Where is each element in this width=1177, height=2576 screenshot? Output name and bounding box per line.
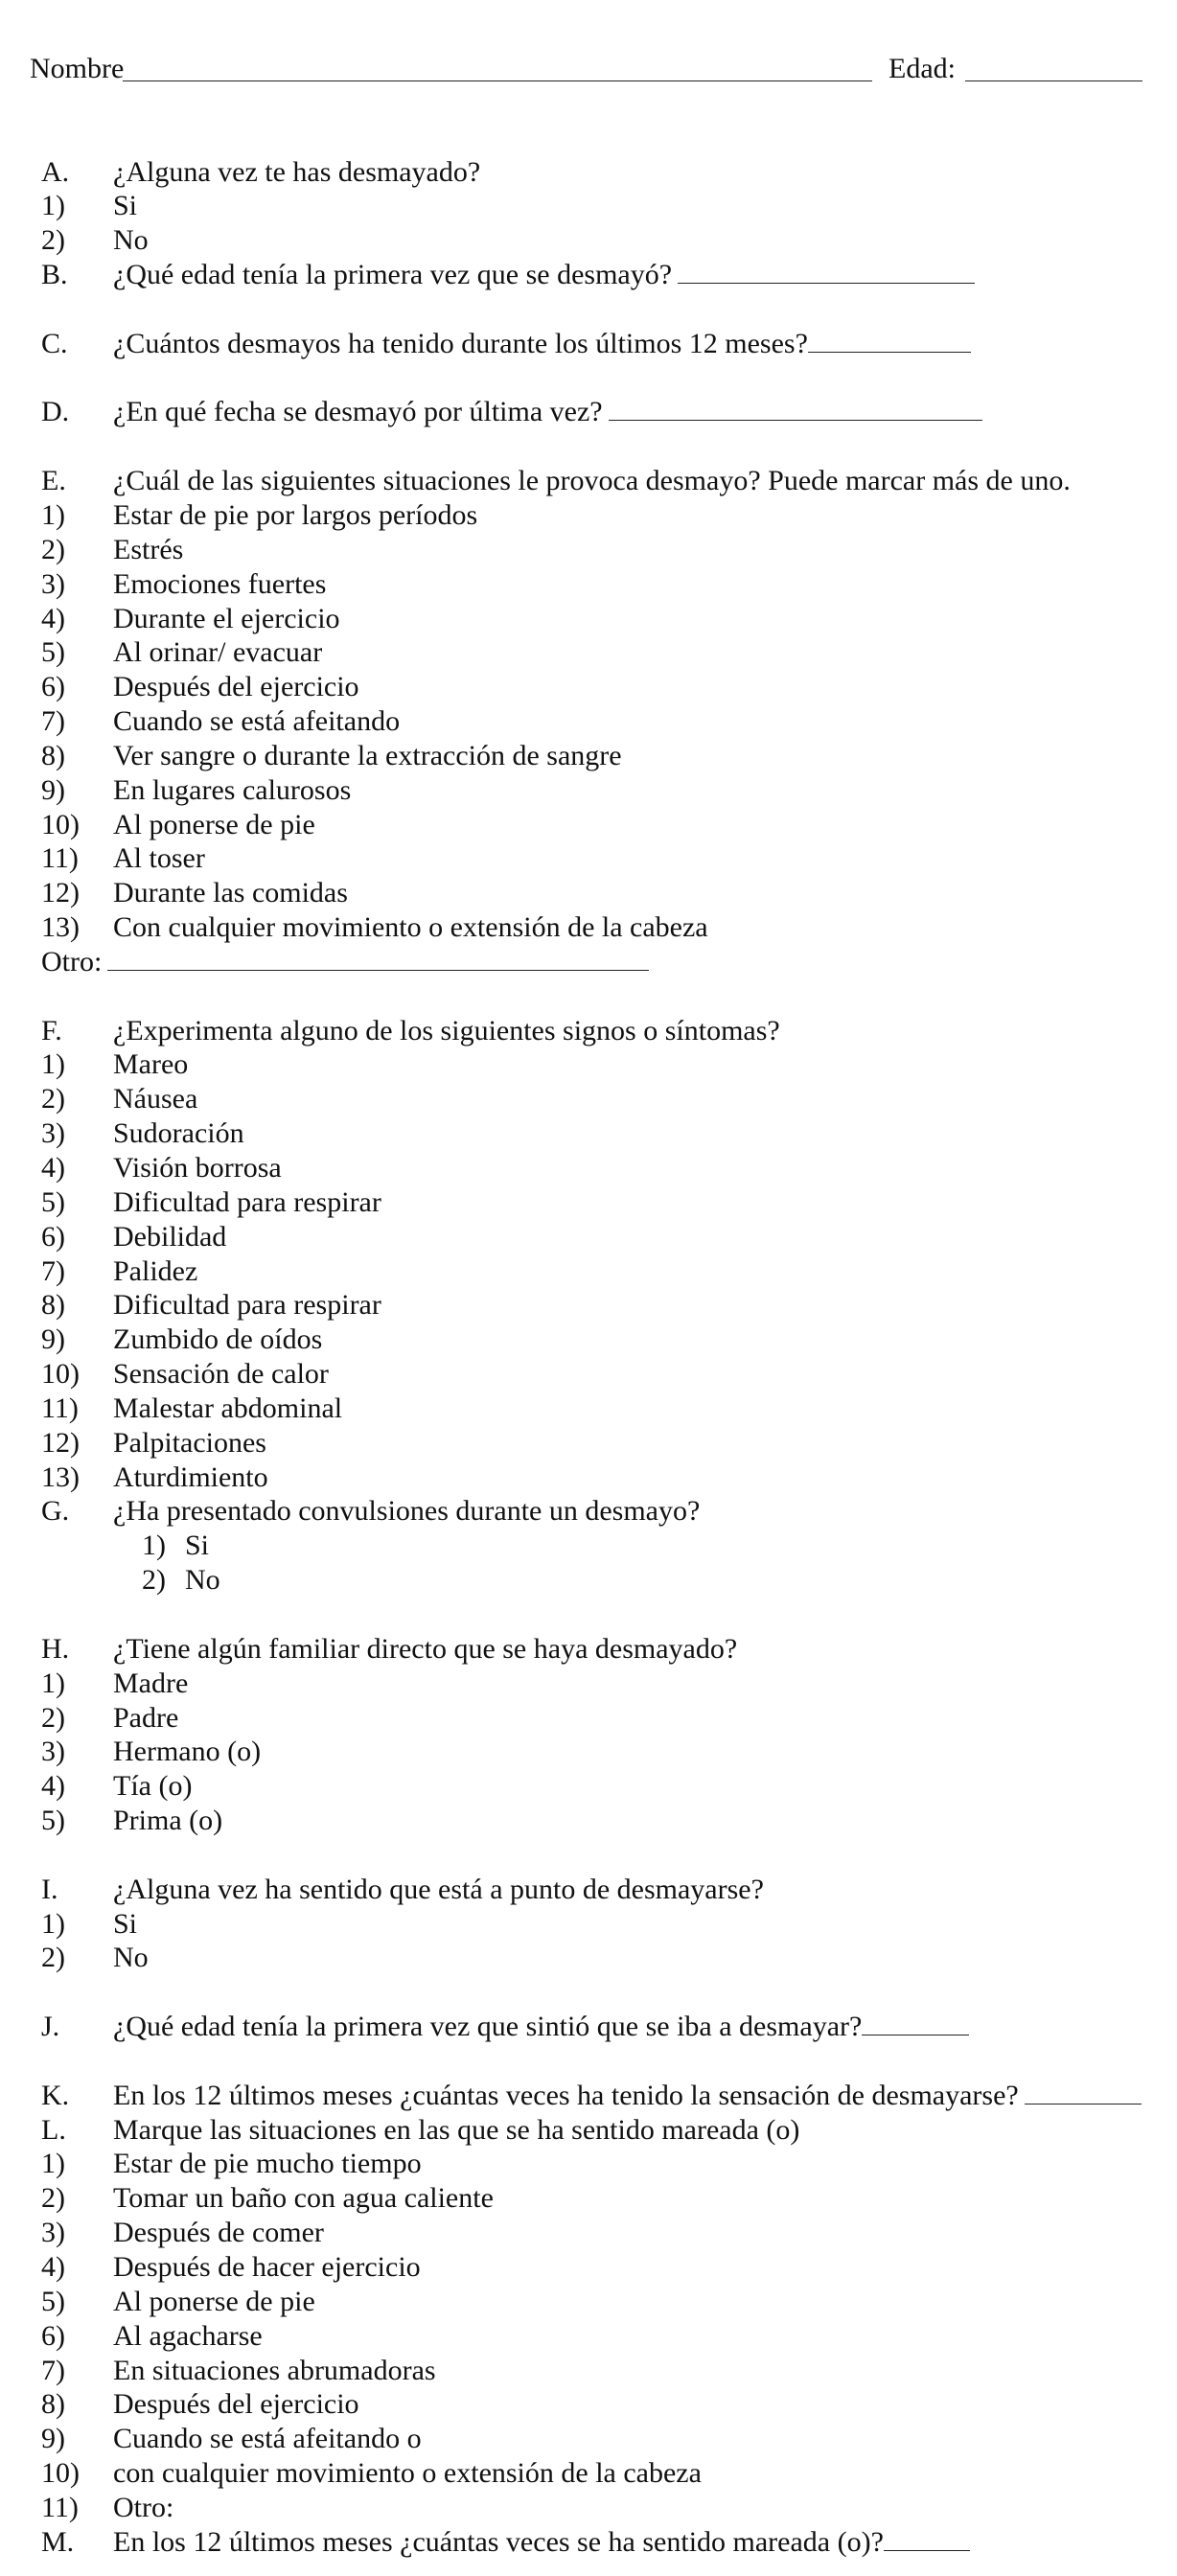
option-item[interactable]: [0, 910, 1177, 945]
option-item[interactable]: [0, 704, 1177, 739]
option-number: 2): [41, 224, 65, 257]
option-item[interactable]: [0, 1426, 1177, 1460]
question-c: [0, 327, 1177, 361]
question-letter: A.: [41, 155, 70, 188]
question-text: [113, 258, 975, 292]
option-item[interactable]: [0, 567, 1177, 602]
option-number: 2): [41, 2182, 65, 2215]
option-label: Después de comer: [113, 2217, 324, 2249]
option-label: Debilidad: [113, 1220, 227, 1253]
question-text: [113, 327, 971, 361]
answer-field[interactable]: [884, 2525, 970, 2551]
option-number: 5): [41, 2285, 65, 2317]
spacer: [0, 429, 1177, 464]
option-number: 9): [41, 2423, 65, 2455]
option-number: 1): [41, 1907, 65, 1940]
option-label: Emociones fuertes: [113, 567, 327, 600]
question-h: [0, 1632, 1177, 1667]
question-label: ¿Qué edad tenía la primera vez que se desmayó?: [113, 259, 673, 291]
option-item[interactable]: [0, 2216, 1177, 2250]
option-item[interactable]: [0, 2250, 1177, 2285]
question-label: En los 12 últimos meses ¿cuántas veces ha tenido la sensación de desmayarse?: [113, 2079, 1019, 2111]
option-label: Palidez: [113, 1254, 198, 1287]
answer-field[interactable]: [609, 395, 982, 421]
spacer: [0, 1838, 1177, 1873]
option-label: Durante las comidas: [113, 877, 348, 909]
option-number: 10): [41, 808, 80, 840]
question-label: ¿Cuántos desmayos ha tenido durante los últimos 12 meses?: [113, 327, 808, 359]
question-text: [113, 1494, 700, 1529]
option-item[interactable]: [0, 2147, 1177, 2181]
option-label: Durante el ejercicio: [113, 602, 340, 634]
option-number: 5): [41, 1185, 65, 1218]
option-item[interactable]: [0, 876, 1177, 910]
option-item[interactable]: [0, 1701, 1177, 1736]
option-label: En lugares calurosos: [113, 773, 352, 806]
option-label: En situaciones abrumadoras: [113, 2354, 436, 2386]
age-field[interactable]: [965, 56, 1142, 81]
answer-field[interactable]: [1025, 2079, 1142, 2104]
option-item[interactable]: [0, 2491, 1177, 2525]
option-label: Cuando se está afeitando: [113, 705, 401, 738]
question-letter: G.: [41, 1495, 70, 1528]
question-j: [0, 2010, 1177, 2044]
other-field[interactable]: [107, 945, 649, 971]
option-number: 9): [41, 1323, 65, 1356]
option-number: 11): [41, 842, 79, 875]
answer-field[interactable]: [678, 258, 975, 284]
option-label: Estrés: [113, 533, 184, 565]
question-letter: J.: [41, 2011, 60, 2043]
option-item[interactable]: [0, 2456, 1177, 2491]
other-option: [0, 945, 1177, 979]
spacer: [0, 86, 1177, 121]
option-item[interactable]: [0, 1220, 1177, 1254]
option-number: 1): [142, 1530, 166, 1562]
option-number: 13): [41, 911, 80, 944]
option-label: Si: [113, 190, 138, 222]
option-item[interactable]: [0, 1667, 1177, 1701]
name-field[interactable]: [123, 56, 872, 81]
spacer: [0, 121, 1177, 155]
name-label: Nombre: [30, 53, 125, 84]
header-row: [0, 52, 1177, 86]
option-item[interactable]: [0, 739, 1177, 773]
option-item[interactable]: [0, 498, 1177, 533]
option-item[interactable]: [0, 2181, 1177, 2216]
option-number: 13): [41, 1460, 80, 1493]
option-number: 10): [41, 1358, 80, 1391]
option-label: Aturdimiento: [113, 1460, 268, 1493]
question-text: [113, 1014, 780, 1048]
question-label: ¿Alguna vez ha sentido que está a punto de desmayarse?: [113, 1873, 764, 1905]
option-number: 5): [41, 636, 65, 669]
question-label: ¿Qué edad tenía la primera vez que sintió que se iba a desmayar?: [113, 2011, 863, 2043]
option-label: Zumbido de oídos: [113, 1323, 323, 1356]
option-label: Al orinar/ evacuar: [113, 636, 323, 669]
question-m: [0, 2525, 1177, 2560]
spacer: [0, 2044, 1177, 2079]
question-i: [0, 1873, 1177, 1907]
option-label: Madre: [113, 1667, 189, 1699]
option-item[interactable]: [0, 1460, 1177, 1495]
option-item[interactable]: [0, 1322, 1177, 1357]
question-text: [113, 155, 480, 190]
option-number: 11): [41, 1392, 79, 1424]
option-label: Palpitaciones: [113, 1426, 266, 1459]
option-item[interactable]: [0, 1769, 1177, 1804]
option-label: Estar de pie mucho tiempo: [113, 2148, 422, 2180]
question-label: ¿Cuál de las siguientes situaciones le provoca desmayo? Puede marcar más de uno.: [113, 465, 1071, 497]
option-label: Otro:: [113, 2491, 174, 2523]
question-label: ¿En qué fecha se desmayó por última vez?: [113, 396, 603, 428]
answer-field[interactable]: [862, 2010, 969, 2036]
option-item[interactable]: [0, 1563, 1177, 1598]
option-number: 4): [41, 1770, 65, 1803]
question-letter: E.: [41, 465, 66, 497]
option-number: 9): [41, 773, 65, 806]
option-item[interactable]: [0, 841, 1177, 876]
answer-field[interactable]: [808, 327, 971, 353]
option-number: 12): [41, 877, 80, 909]
option-item[interactable]: [0, 773, 1177, 808]
questionnaire: [0, 52, 1177, 2560]
option-item[interactable]: [0, 2422, 1177, 2456]
option-item[interactable]: [0, 1941, 1177, 1975]
option-item[interactable]: [0, 1288, 1177, 1322]
option-label: Sensación de calor: [113, 1358, 329, 1391]
question-k: [0, 2079, 1177, 2113]
spacer: [0, 1598, 1177, 1632]
question-letter: L.: [41, 2113, 66, 2146]
question-label: ¿Tiene algún familiar directo que se haya desmayado?: [113, 1632, 738, 1665]
option-item[interactable]: [0, 1082, 1177, 1116]
option-number: 1): [41, 1048, 65, 1081]
option-item[interactable]: [0, 189, 1177, 223]
option-label: Malestar abdominal: [113, 1392, 343, 1424]
option-item[interactable]: [0, 808, 1177, 842]
option-number: 1): [41, 498, 65, 531]
option-number: 6): [41, 1220, 65, 1253]
option-number: 2): [41, 1942, 65, 1974]
option-label: Estar de pie por largos períodos: [113, 498, 478, 531]
option-number: 2): [41, 533, 65, 565]
question-text: [113, 2010, 969, 2044]
option-number: 8): [41, 2388, 65, 2421]
option-number: 2): [41, 1701, 65, 1734]
option-number: 7): [41, 705, 65, 738]
option-item[interactable]: [0, 1735, 1177, 1769]
option-number: 1): [41, 2148, 65, 2180]
option-item[interactable]: [0, 602, 1177, 636]
question-g: [0, 1494, 1177, 1529]
question-text: [113, 2079, 1142, 2113]
option-label: No: [113, 1942, 149, 1974]
question-f: [0, 1014, 1177, 1048]
question-label: ¿Ha presentado convulsiones durante un desmayo?: [113, 1495, 701, 1528]
option-label: No: [113, 224, 149, 257]
option-label: Cuando se está afeitando o: [113, 2423, 422, 2455]
option-number: 8): [41, 1289, 65, 1322]
option-label: Después del ejercicio: [113, 2388, 359, 2421]
option-item[interactable]: [0, 2354, 1177, 2388]
option-label: Tomar un baño con agua caliente: [113, 2182, 494, 2215]
option-label: Sudoración: [113, 1117, 244, 1150]
option-label: Al agacharse: [113, 2319, 263, 2352]
question-letter: C.: [41, 327, 68, 359]
question-text: [113, 464, 1071, 498]
option-number: 7): [41, 1254, 65, 1287]
question-letter: F.: [41, 1014, 62, 1046]
option-label: Al ponerse de pie: [113, 808, 315, 840]
option-number: 3): [41, 2217, 65, 2249]
spacer: [0, 979, 1177, 1014]
question-label: Marque las situaciones en las que se ha sentido mareada (o): [113, 2113, 800, 2146]
option-number: 2): [41, 1083, 65, 1116]
option-label: No: [185, 1564, 220, 1597]
question-letter: I.: [41, 1873, 58, 1905]
option-item[interactable]: [0, 1116, 1177, 1151]
question-e: [0, 464, 1177, 498]
option-item[interactable]: [0, 1392, 1177, 1426]
option-item[interactable]: [0, 1357, 1177, 1392]
option-number: 1): [41, 190, 65, 222]
question-text: [113, 1632, 737, 1667]
option-label: Prima (o): [113, 1805, 223, 1837]
option-number: 3): [41, 1117, 65, 1150]
question-letter: D.: [41, 396, 70, 428]
option-label: Al toser: [113, 842, 205, 875]
option-number: 6): [41, 671, 65, 703]
option-label: con cualquier movimiento o extensión de la cabeza: [113, 2457, 702, 2490]
question-label: ¿Alguna vez te has desmayado?: [113, 155, 481, 188]
question-l: [0, 2113, 1177, 2148]
question-text: [113, 1873, 764, 1907]
question-label: En los 12 últimos meses ¿cuántas veces se ha sentido mareada (o)?: [113, 2525, 884, 2558]
question-a: [0, 155, 1177, 190]
option-item[interactable]: [0, 1254, 1177, 1289]
option-label: Si: [185, 1530, 210, 1562]
question-b: [0, 258, 1177, 292]
question-letter: K.: [41, 2079, 70, 2111]
option-number: 3): [41, 567, 65, 600]
option-item[interactable]: [0, 1151, 1177, 1185]
other-label: Otro:: [41, 945, 103, 978]
option-item[interactable]: [0, 2387, 1177, 2422]
option-number: 7): [41, 2354, 65, 2386]
option-number: 11): [41, 2491, 79, 2523]
question-text: [113, 395, 982, 429]
option-number: 4): [41, 602, 65, 634]
other-text: [41, 945, 649, 979]
option-label: Hermano (o): [113, 1736, 262, 1768]
question-letter: H.: [41, 1632, 70, 1665]
spacer: [0, 361, 1177, 396]
option-label: Tía (o): [113, 1770, 193, 1803]
option-item[interactable]: [0, 533, 1177, 567]
option-item[interactable]: [0, 1047, 1177, 1082]
option-label: Padre: [113, 1701, 179, 1734]
option-item[interactable]: [0, 1804, 1177, 1838]
option-item[interactable]: [0, 1907, 1177, 1942]
option-label: Después del ejercicio: [113, 671, 359, 703]
option-number: 10): [41, 2457, 80, 2490]
question-text: [113, 2525, 970, 2560]
option-label: Mareo: [113, 1048, 189, 1081]
option-label: Si: [113, 1907, 138, 1940]
option-number: 12): [41, 1426, 80, 1459]
question-letter: B.: [41, 259, 68, 291]
option-item[interactable]: [0, 2285, 1177, 2319]
option-item[interactable]: [0, 670, 1177, 704]
option-number: 3): [41, 1736, 65, 1768]
option-label: Al ponerse de pie: [113, 2285, 315, 2317]
question-d: [0, 395, 1177, 429]
option-item[interactable]: [0, 223, 1177, 258]
question-text: [113, 2113, 799, 2148]
option-label: Después de hacer ejercicio: [113, 2251, 421, 2283]
option-label: Con cualquier movimiento o extensión de la cabeza: [113, 911, 708, 944]
option-label: Dificultad para respirar: [113, 1185, 381, 1218]
spacer: [0, 1975, 1177, 2010]
age-label: Edad:: [889, 53, 956, 84]
option-item[interactable]: [0, 635, 1177, 670]
option-number: 1): [41, 1667, 65, 1699]
question-letter: M.: [41, 2525, 75, 2558]
option-item[interactable]: [0, 2319, 1177, 2354]
question-label: ¿Experimenta alguno de los siguientes signos o síntomas?: [113, 1014, 780, 1046]
option-item[interactable]: [0, 1185, 1177, 1220]
option-number: 2): [142, 1564, 166, 1597]
option-label: Ver sangre o durante la extracción de sangre: [113, 739, 622, 771]
option-label: Náusea: [113, 1083, 198, 1116]
option-label: Visión borrosa: [113, 1152, 282, 1184]
option-number: 4): [41, 1152, 65, 1184]
option-label: Dificultad para respirar: [113, 1289, 381, 1322]
option-item[interactable]: [0, 1529, 1177, 1563]
option-number: 8): [41, 739, 65, 771]
option-number: 5): [41, 1805, 65, 1837]
option-number: 6): [41, 2319, 65, 2352]
option-number: 4): [41, 2251, 65, 2283]
spacer: [0, 292, 1177, 327]
